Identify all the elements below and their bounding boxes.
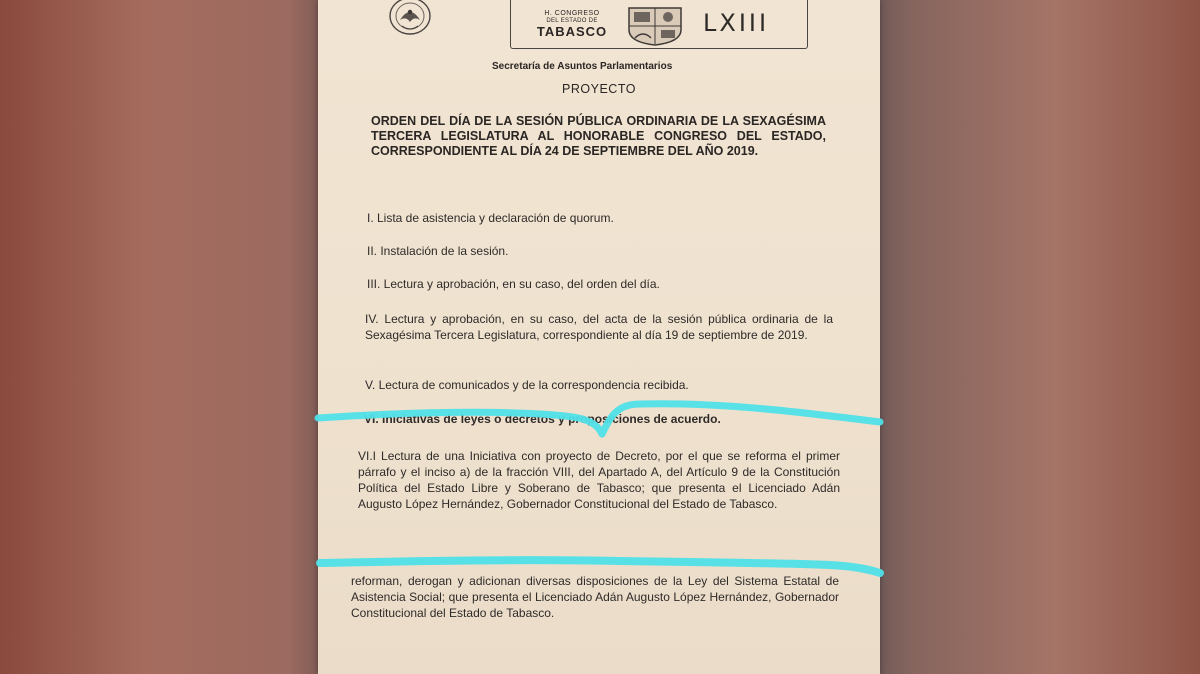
mexico-coat-of-arms-icon bbox=[386, 0, 434, 38]
congress-name-line-3: TABASCO bbox=[536, 24, 608, 39]
agenda-item-6-1: VI.I Lectura de una Iniciativa con proyecto de Decreto, por el que se reforma el primer párrafo y el inciso a) de la fracción VIII, del Apartado A, del Artículo 9 de la Constitución Política del Estado Libre y Soberano de Tabasco; que presenta el Licenciado Adán Augusto López Hernández, Gobernador Constitucional del Estado de Tabasco. bbox=[358, 449, 840, 511]
tabasco-coat-of-arms-icon bbox=[625, 4, 685, 46]
legislature-number: LXIII bbox=[703, 9, 770, 37]
agenda-item-3: III. Lectura y aprobación, en su caso, del orden del día. bbox=[367, 277, 660, 291]
agenda-item-6: VI. Iniciativas de leyes o decretos y proposiciones de acuerdo. bbox=[364, 412, 721, 426]
congress-logo-box bbox=[510, 0, 808, 49]
agenda-item-6-2: reforman, derogan y adicionan diversas disposiciones de la Ley del Sistema Estatal de Asistencia Social; que presenta el Licenciado Adán Augusto López Hernández, Gobernador Constitucional del Estado de Tabasco. bbox=[351, 574, 839, 620]
congress-name-line-1: H. CONGRESO bbox=[544, 10, 600, 17]
agenda-item-1: I. Lista de asistencia y declaración de quorum. bbox=[367, 211, 614, 225]
document-type: PROYECTO bbox=[562, 82, 636, 96]
document-title: ORDEN DEL DÍA DE LA SESIÓN PÚBLICA ORDINARIA DE LA SEXAGÉSIMA TERCERA LEGISLATURA AL HONORABLE CONGRESO DEL ESTADO, CORRESPONDIENTE AL DÍA 24 DE SEPTIEMBRE DEL AÑO 2019. bbox=[371, 114, 826, 158]
letterhead bbox=[318, 0, 880, 56]
agenda-item-5: V. Lectura de comunicados y de la correspondencia recibida. bbox=[365, 378, 689, 392]
congress-name-line-2: DEL ESTADO DE bbox=[546, 18, 598, 24]
document-page bbox=[318, 0, 880, 674]
department-name: Secretaría de Asuntos Parlamentarios bbox=[492, 61, 673, 72]
agenda-item-4: IV. Lectura y aprobación, en su caso, del acta de la sesión pública ordinaria de la Sexagésima Tercera Legislatura, correspondiente al día 19 de septiembre de 2019. bbox=[365, 312, 833, 342]
agenda-item-2: II. Instalación de la sesión. bbox=[367, 244, 509, 258]
congress-name bbox=[519, 10, 625, 40]
